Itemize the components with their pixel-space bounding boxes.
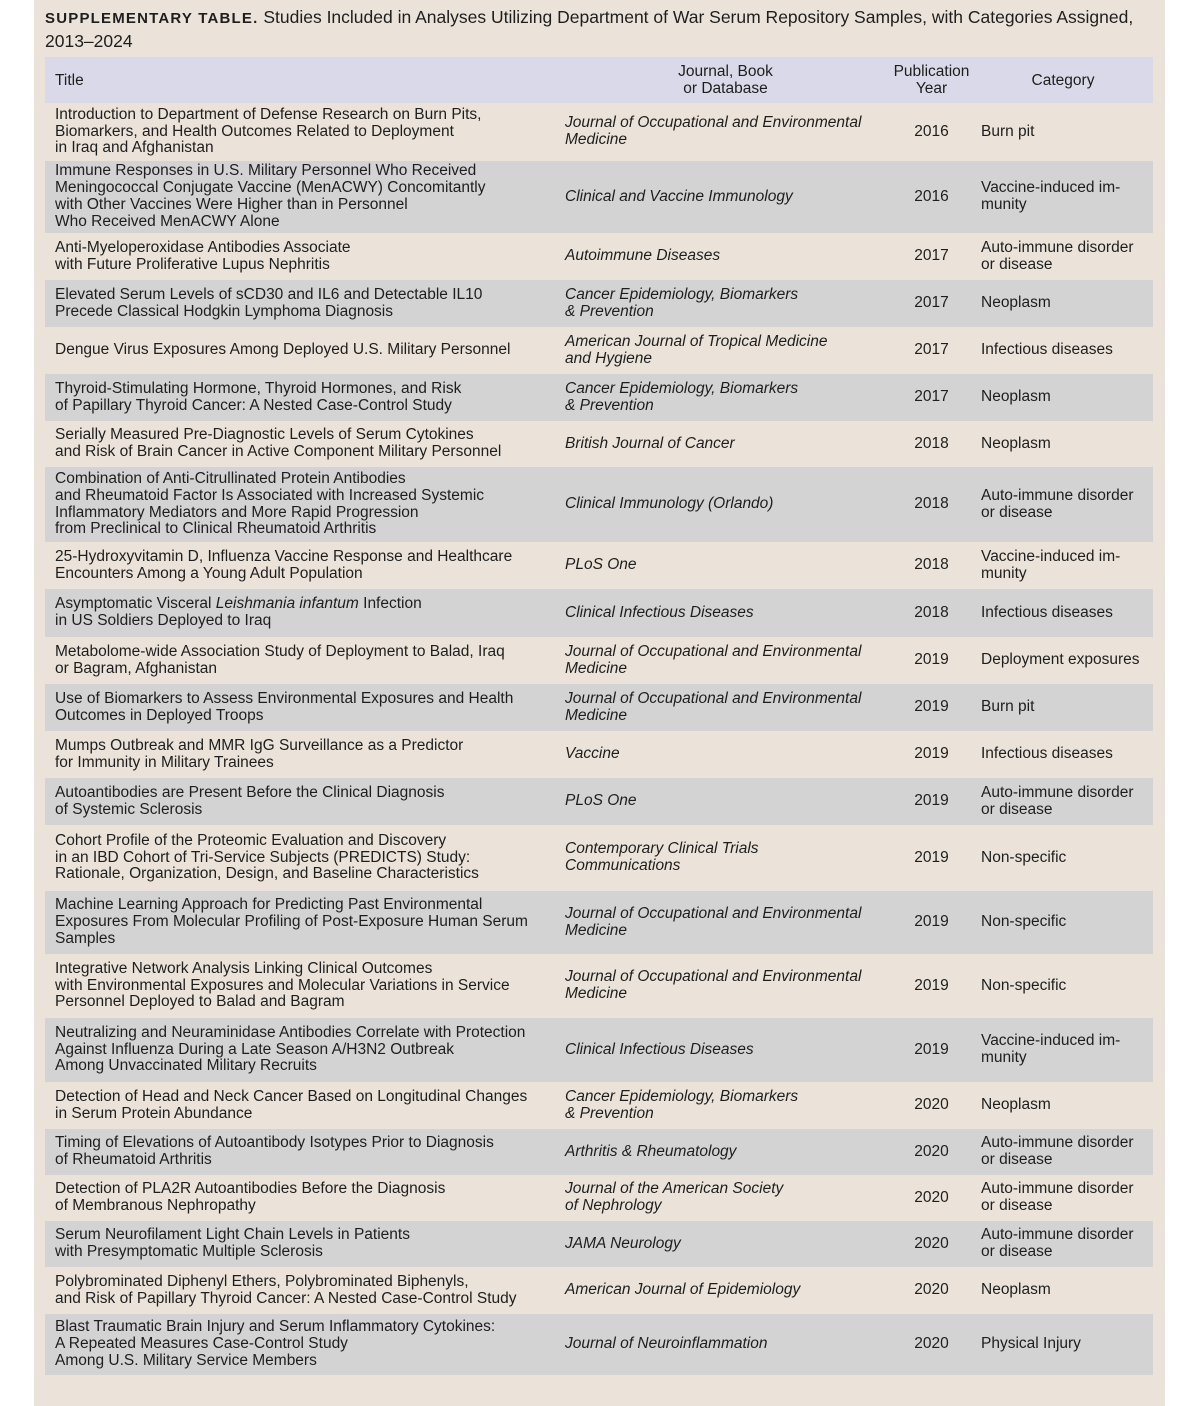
journal-line: Clinical Immunology (Orlando) <box>565 495 774 513</box>
journal-line: Medicine <box>565 985 628 1002</box>
cell-category <box>973 1175 1153 1221</box>
cell-journal <box>561 161 890 233</box>
title-line: Among Unvaccinated Military Recruits <box>55 1057 317 1075</box>
cell-category <box>973 161 1153 233</box>
table-row <box>45 280 1153 327</box>
title-line: Blast Traumatic Brain Injury and Serum Inflammatory Cytokines: <box>55 1318 496 1336</box>
cell-category <box>973 778 1153 825</box>
cell-title <box>45 374 561 421</box>
table-row <box>45 542 1153 589</box>
cell-year: 2020 <box>890 1221 973 1267</box>
cell-title <box>45 891 561 954</box>
title-line: Meningococcal Conjugate Vaccine (MenACWY) Concomitantly <box>55 179 486 197</box>
cell-title <box>45 589 561 637</box>
cell-title <box>45 103 561 161</box>
table-row <box>45 1082 1153 1129</box>
title-line: of Membranous Nephropathy <box>55 1197 256 1214</box>
table-row <box>45 1129 1153 1175</box>
cell-category <box>973 467 1153 542</box>
cell-title <box>45 233 561 280</box>
cell-title <box>45 731 561 778</box>
title-line: Serum Neurofilament Light Chain Levels in Patients <box>55 1226 410 1244</box>
title-line: for Immunity in Military Trainees <box>55 753 274 771</box>
table-row <box>45 637 1153 684</box>
cell-journal <box>561 421 890 467</box>
header-journal-line2: or Database <box>683 80 768 97</box>
journal-line: Arthritis & Rheumatology <box>565 1142 737 1160</box>
category-line: or disease <box>981 503 1053 521</box>
caption-lead: SUPPLEMENTARY TABLE. <box>45 10 259 27</box>
table-panel <box>34 0 1165 1406</box>
table-row <box>45 825 1153 891</box>
cell-year: 2018 <box>890 467 973 542</box>
category-line: Infectious diseases <box>981 603 1113 621</box>
cell-category <box>973 589 1153 637</box>
journal-line: Communications <box>565 857 681 874</box>
table-row <box>45 954 1153 1018</box>
cell-category <box>973 374 1153 421</box>
cell-year: 2019 <box>890 825 973 891</box>
title-line: with Environmental Exposures and Molecular Variations in Service <box>55 976 510 994</box>
table-row <box>45 1267 1153 1314</box>
cell-category <box>973 1082 1153 1129</box>
cell-year: 2018 <box>890 589 973 637</box>
journal-line: Autoimmune Diseases <box>565 247 721 265</box>
header-row <box>45 57 1153 103</box>
cell-title <box>45 954 561 1018</box>
title-line: from Preclinical to Clinical Rheumatoid Arthritis <box>55 520 377 538</box>
cell-year: 2016 <box>890 103 973 161</box>
cell-year: 2017 <box>890 233 973 280</box>
title-line: Detection of Head and Neck Cancer Based on Longitudinal Changes <box>55 1087 528 1105</box>
title-line: and Rheumatoid Factor Is Associated with Increased Systemic <box>55 486 485 504</box>
title-line: Combination of Anti-Citrullinated Protein Antibodies <box>55 469 406 487</box>
cell-journal <box>561 731 890 778</box>
category-line: Auto-immune disorder <box>981 1134 1134 1152</box>
title-line: Autoantibodies are Present Before the Clinical Diagnosis <box>55 783 445 801</box>
title-line: Elevated Serum Levels of sCD30 and IL6 and Detectable IL10 <box>55 285 483 303</box>
title-line: Outcomes in Deployed Troops <box>55 706 264 724</box>
cell-journal <box>561 1018 890 1082</box>
title-line: Exposures From Molecular Profiling of Post-Exposure Human Serum <box>55 913 528 931</box>
cell-year: 2017 <box>890 374 973 421</box>
title-segment: Asymptomatic Visceral <box>55 595 216 613</box>
category-line: Physical Injury <box>981 1335 1081 1353</box>
title-line: 25-Hydroxyvitamin D, Influenza Vaccine Response and Healthcare <box>55 547 513 565</box>
cell-year: 2020 <box>890 1082 973 1129</box>
title-line: Biomarkers, and Health Outcomes Related to Deployment <box>55 122 454 140</box>
journal-line: Journal of Occupational and Environmental <box>565 689 862 707</box>
header-year <box>890 57 973 103</box>
journal-line: & Prevention <box>565 396 654 414</box>
table-row <box>45 1018 1153 1082</box>
category-line: Burn pit <box>981 698 1035 716</box>
title-line: or Bagram, Afghanistan <box>55 659 217 677</box>
journal-line: & Prevention <box>565 1104 654 1122</box>
cell-category <box>973 233 1153 280</box>
title-line: in US Soldiers Deployed to Iraq <box>55 612 272 629</box>
journal-line: Contemporary Clinical Trials <box>565 840 759 858</box>
cell-title <box>45 778 561 825</box>
journal-line: of Nephrology <box>565 1197 662 1214</box>
cell-category <box>973 103 1153 161</box>
cell-title <box>45 467 561 542</box>
cell-year: 2016 <box>890 161 973 233</box>
cell-category <box>973 1221 1153 1267</box>
cell-category <box>973 542 1153 589</box>
cell-title <box>45 1018 561 1082</box>
cell-title <box>45 1314 561 1375</box>
table-caption <box>45 6 1155 53</box>
cell-journal <box>561 637 890 684</box>
title-line: Against Influenza During a Late Season A/H3N2 Outbreak <box>55 1040 454 1058</box>
header-year-line1: Publication <box>893 63 970 80</box>
title-line: Machine Learning Approach for Predicting Past Environmental <box>55 896 483 914</box>
title-line: Anti-Myeloperoxidase Antibodies Associate <box>55 238 351 256</box>
category-line: Non-specific <box>981 848 1067 866</box>
title-line: Immune Responses in U.S. Military Personnel Who Received <box>55 162 477 180</box>
cell-journal <box>561 1082 890 1129</box>
title-line: Who Received MenACWY Alone <box>55 212 280 230</box>
cell-journal <box>561 1175 890 1221</box>
table-row <box>45 1314 1153 1375</box>
table-row <box>45 161 1153 233</box>
title-line: Among U.S. Military Service Members <box>55 1351 317 1369</box>
journal-line: Cancer Epidemiology, Biomarkers <box>565 379 799 397</box>
category-line: Auto-immune disorder <box>981 486 1134 504</box>
journal-line: Journal of Neuroinflammation <box>565 1335 768 1353</box>
cell-year: 2020 <box>890 1267 973 1314</box>
cell-journal <box>561 825 890 891</box>
category-line: Auto-immune disorder <box>981 1226 1134 1244</box>
journal-line: & Prevention <box>565 302 654 320</box>
journal-line: Journal of Occupational and Environmental <box>565 968 862 986</box>
cell-year: 2019 <box>890 954 973 1018</box>
category-line: Non-specific <box>981 913 1067 931</box>
title-line: and Risk of Papillary Thyroid Cancer: A Nested Case-Control Study <box>55 1289 517 1307</box>
title-line: in an IBD Cohort of Tri-Service Subjects (PREDICTS) Study: <box>55 848 471 866</box>
cell-journal <box>561 280 890 327</box>
cell-journal <box>561 589 890 637</box>
table-row <box>45 891 1153 954</box>
title-line: of Papillary Thyroid Cancer: A Nested Case-Control Study <box>55 396 452 414</box>
title-line: Mumps Outbreak and MMR IgG Surveillance as a Predictor <box>55 736 464 754</box>
cell-year: 2019 <box>890 637 973 684</box>
cell-title <box>45 327 561 374</box>
category-line: Neoplasm <box>981 294 1051 312</box>
cell-journal <box>561 374 890 421</box>
header-year-line2: Year <box>915 80 948 97</box>
category-line: Burn pit <box>981 122 1035 140</box>
table-row <box>45 374 1153 421</box>
journal-line: PLoS One <box>565 792 637 810</box>
cell-title <box>45 825 561 891</box>
category-line: Infectious diseases <box>981 745 1113 763</box>
table-row <box>45 103 1153 161</box>
cell-year: 2019 <box>890 778 973 825</box>
title-line: Serially Measured Pre-Diagnostic Levels of Serum Cytokines <box>55 426 474 444</box>
journal-line: Cancer Epidemiology, Biomarkers <box>565 285 799 303</box>
cell-category <box>973 1267 1153 1314</box>
title-line: and Risk of Brain Cancer in Active Component Military Personnel <box>55 443 502 460</box>
journal-line: American Journal of Tropical Medicine <box>565 332 828 350</box>
journal-line: American Journal of Epidemiology <box>565 1281 801 1299</box>
cell-category <box>973 825 1153 891</box>
cell-category <box>973 1018 1153 1082</box>
title-line: Introduction to Department of Defense Research on Burn Pits, <box>55 105 482 123</box>
title-line: Polybrominated Diphenyl Ethers, Polybrominated Biphenyls, <box>55 1272 469 1290</box>
cell-journal <box>561 954 890 1018</box>
category-line: munity <box>981 1049 1027 1066</box>
category-line: munity <box>981 564 1027 582</box>
table-row <box>45 731 1153 778</box>
category-line: Neoplasm <box>981 1281 1051 1299</box>
table-row <box>45 233 1153 280</box>
cell-category <box>973 684 1153 731</box>
title-line: Thyroid-Stimulating Hormone, Thyroid Hormones, and Risk <box>55 379 462 397</box>
title-line: A Repeated Measures Case-Control Study <box>55 1335 348 1353</box>
table-row <box>45 684 1153 731</box>
cell-title <box>45 1129 561 1175</box>
cell-title <box>45 280 561 327</box>
cell-journal <box>561 1267 890 1314</box>
cell-journal <box>561 327 890 374</box>
journal-line: Clinical Infectious Diseases <box>565 603 754 621</box>
table-row <box>45 327 1153 374</box>
category-line: Neoplasm <box>981 388 1051 406</box>
cell-category <box>973 1129 1153 1175</box>
title-line: Precede Classical Hodgkin Lymphoma Diagnosis <box>55 302 394 320</box>
table-row <box>45 467 1153 542</box>
title-line: with Future Proliferative Lupus Nephritis <box>55 255 330 273</box>
table-row <box>45 421 1153 467</box>
cell-category <box>973 891 1153 954</box>
title-line: in Iraq and Afghanistan <box>55 139 214 157</box>
title-line: with Other Vaccines Were Higher than in Personnel <box>55 196 408 213</box>
title-line: Inflammatory Mediators and More Rapid Progression <box>55 503 419 521</box>
cell-title <box>45 637 561 684</box>
cell-journal <box>561 1221 890 1267</box>
cell-year: 2020 <box>890 1129 973 1175</box>
title-segment: Infection <box>358 595 422 613</box>
title-line: Dengue Virus Exposures Among Deployed U.S. Military Personnel <box>55 341 511 359</box>
cell-year: 2018 <box>890 542 973 589</box>
cell-title <box>45 1082 561 1129</box>
cell-year: 2020 <box>890 1314 973 1375</box>
journal-line: and Hygiene <box>565 349 653 367</box>
category-line: Non-specific <box>981 976 1067 994</box>
category-line: Neoplasm <box>981 1096 1051 1114</box>
cell-year: 2019 <box>890 891 973 954</box>
table-row <box>45 1175 1153 1221</box>
title-line: Detection of PLA2R Autoantibodies Before the Diagnosis <box>55 1180 446 1198</box>
cell-year: 2019 <box>890 731 973 778</box>
header-journal-line1: Journal, Book <box>678 63 773 80</box>
category-line: munity <box>981 196 1027 213</box>
title-italic-segment: Leishmania infantum <box>215 595 359 613</box>
category-line: Neoplasm <box>981 434 1051 452</box>
title-line: with Presymptomatic Multiple Sclerosis <box>55 1243 323 1260</box>
cell-category <box>973 327 1153 374</box>
category-line: Auto-immune disorder <box>981 238 1134 256</box>
journal-line: PLoS One <box>565 556 637 574</box>
title-line: Timing of Elevations of Autoantibody Isotypes Prior to Diagnosis <box>55 1134 494 1152</box>
category-line: Vaccine-induced im- <box>981 179 1121 197</box>
title-line: Metabolome-wide Association Study of Deployment to Balad, Iraq <box>55 642 505 660</box>
journal-line: Medicine <box>565 131 628 148</box>
cell-year: 2017 <box>890 280 973 327</box>
journal-line: Medicine <box>565 921 628 939</box>
cell-year: 2020 <box>890 1175 973 1221</box>
header-title: Title <box>45 57 561 103</box>
cell-year: 2019 <box>890 1018 973 1082</box>
journal-line: Journal of Occupational and Environmental <box>565 114 862 132</box>
cell-journal <box>561 778 890 825</box>
studies-table <box>45 57 1153 1375</box>
table-row <box>45 1221 1153 1267</box>
cell-title <box>45 1221 561 1267</box>
journal-line: Vaccine <box>565 745 620 763</box>
cell-journal <box>561 467 890 542</box>
title-line: Cohort Profile of the Proteomic Evaluation and Discovery <box>55 831 447 849</box>
title-line: Samples <box>55 929 116 947</box>
journal-line: Journal of the American Society <box>565 1180 784 1198</box>
journal-line: JAMA Neurology <box>565 1234 681 1252</box>
table-body <box>45 103 1153 1375</box>
table-row <box>45 778 1153 825</box>
journal-line: Journal of Occupational and Environmental <box>565 904 862 922</box>
title-line: Personnel Deployed to Balad and Bagram <box>55 993 345 1011</box>
cell-title <box>45 1267 561 1314</box>
caption-text: Studies Included in Analyses Utilizing Department of War Serum Repository Samples, with Categories Assigned, 2013–2024 <box>45 7 1134 51</box>
title-line: Use of Biomarkers to Assess Environmental Exposures and Health <box>55 689 514 707</box>
journal-line: Cancer Epidemiology, Biomarkers <box>565 1087 799 1105</box>
cell-journal <box>561 684 890 731</box>
cell-year: 2017 <box>890 327 973 374</box>
category-line: or disease <box>981 255 1053 273</box>
cell-year: 2019 <box>890 684 973 731</box>
cell-category <box>973 637 1153 684</box>
cell-category <box>973 1314 1153 1375</box>
category-line: Vaccine-induced im- <box>981 1032 1121 1050</box>
table-row <box>45 589 1153 637</box>
category-line: Deployment exposures <box>981 651 1140 669</box>
journal-line: Clinical and Vaccine Immunology <box>565 187 793 205</box>
journal-line: Journal of Occupational and Environmental <box>565 642 862 660</box>
title-line: Neutralizing and Neuraminidase Antibodies Correlate with Protection <box>55 1023 526 1041</box>
cell-title <box>45 542 561 589</box>
cell-journal <box>561 103 890 161</box>
cell-category <box>973 731 1153 778</box>
header-category: Category <box>973 57 1153 103</box>
cell-title <box>45 161 561 233</box>
cell-journal <box>561 542 890 589</box>
title-line: of Systemic Sclerosis <box>55 800 203 818</box>
category-line: or disease <box>981 800 1053 818</box>
cell-title <box>45 684 561 731</box>
journal-line: British Journal of Cancer <box>565 434 735 452</box>
cell-journal <box>561 1314 890 1375</box>
journal-line: Medicine <box>565 706 628 724</box>
cell-category <box>973 280 1153 327</box>
title-line: Encounters Among a Young Adult Population <box>55 564 363 582</box>
cell-year: 2018 <box>890 421 973 467</box>
title-line: of Rheumatoid Arthritis <box>55 1151 212 1168</box>
cell-title <box>45 421 561 467</box>
cell-category <box>973 954 1153 1018</box>
cell-category <box>973 421 1153 467</box>
cell-journal <box>561 233 890 280</box>
category-line: Vaccine-induced im- <box>981 547 1121 565</box>
cell-title <box>45 1175 561 1221</box>
cell-journal <box>561 891 890 954</box>
category-line: or disease <box>981 1151 1053 1168</box>
title-line: Integrative Network Analysis Linking Clinical Outcomes <box>55 959 433 977</box>
category-line: or disease <box>981 1197 1053 1214</box>
header-journal <box>561 57 890 103</box>
title-line: Rationale, Organization, Design, and Baseline Characteristics <box>55 865 479 883</box>
cell-journal <box>561 1129 890 1175</box>
title-line: in Serum Protein Abundance <box>55 1104 253 1122</box>
title-line <box>55 596 557 613</box>
category-line: or disease <box>981 1243 1053 1260</box>
journal-line: Medicine <box>565 659 628 677</box>
category-line: Auto-immune disorder <box>981 1180 1134 1198</box>
category-line: Infectious diseases <box>981 341 1113 359</box>
category-line: Auto-immune disorder <box>981 783 1134 801</box>
journal-line: Clinical Infectious Diseases <box>565 1040 754 1058</box>
